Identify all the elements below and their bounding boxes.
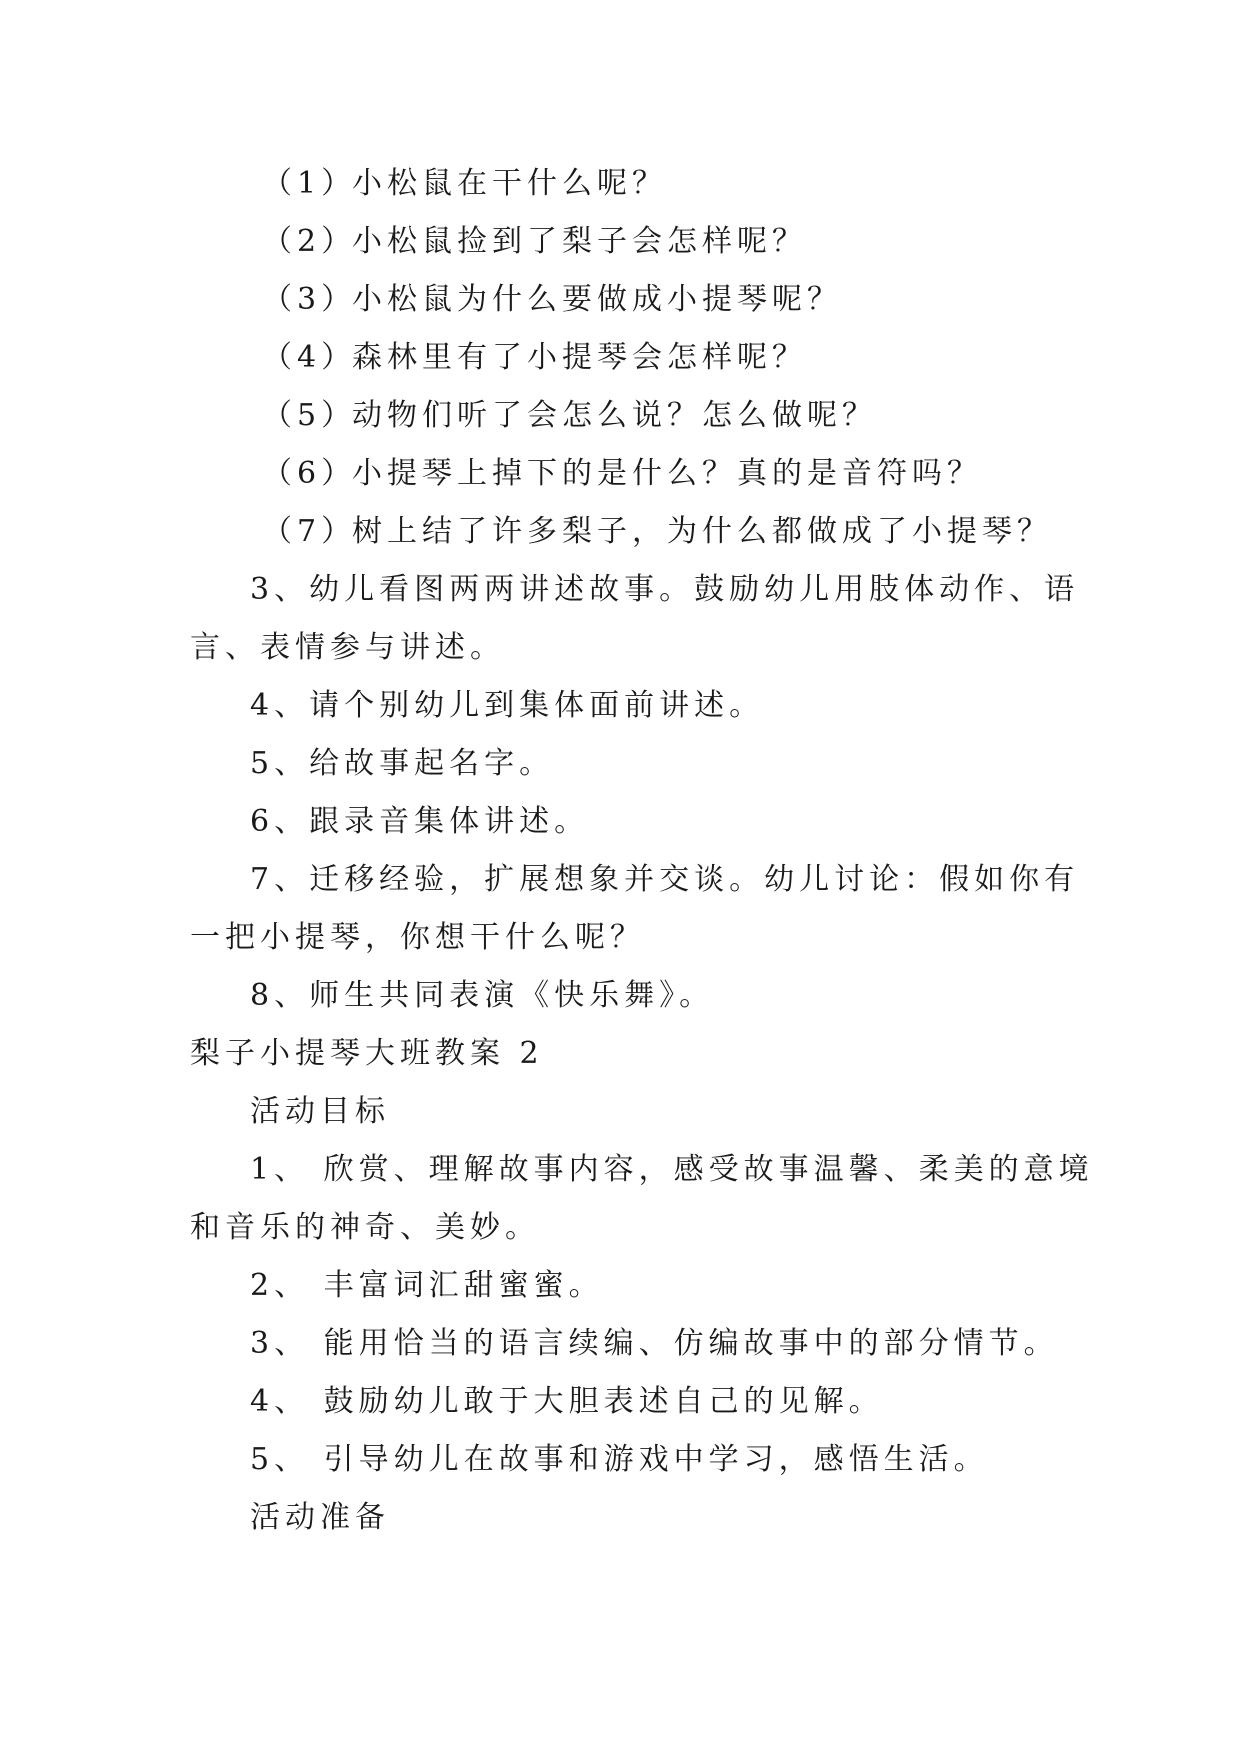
goal-3: 3、 能用恰当的语言续编、仿编故事中的部分情节。 <box>250 1326 1059 1361</box>
goal-1-line-1: 1、 欣赏、理解故事内容，感受故事温馨、柔美的意境 <box>250 1152 1094 1187</box>
question-text: 小提琴上掉下的是什么？真的是音符吗？ <box>352 456 982 491</box>
step-6: 6、跟录音集体讲述。 <box>250 804 590 839</box>
step-3-line-1: 3、幼儿看图两两讲述故事。鼓励幼儿用肢体动作、语 <box>250 572 1080 607</box>
question-5 <box>262 396 877 436</box>
goal-1-line-2: 和音乐的神奇、美妙。 <box>190 1210 540 1245</box>
step-4: 4、请个别幼儿到集体面前讲述。 <box>250 688 765 723</box>
step-8: 8、师生共同表演《快乐舞》。 <box>250 978 715 1013</box>
question-text: 小松鼠捡到了梨子会怎样呢？ <box>352 224 807 259</box>
question-number: （4） <box>262 340 357 375</box>
step-5: 5、给故事起名字。 <box>250 746 555 781</box>
question-number: （7） <box>262 514 357 549</box>
question-text: 树上结了许多梨子，为什么都做成了小提琴？ <box>352 514 1052 549</box>
question-number: （5） <box>262 398 357 433</box>
prep-heading: 活动准备 <box>250 1500 390 1535</box>
goal-2: 2、 丰富词汇甜蜜蜜。 <box>250 1268 604 1303</box>
section-title: 梨子小提琴大班教案 2 <box>190 1036 544 1071</box>
question-text: 小松鼠在干什么呢？ <box>352 166 667 201</box>
question-text: 森林里有了小提琴会怎样呢？ <box>352 340 807 375</box>
question-number: （2） <box>262 224 357 259</box>
goals-heading: 活动目标 <box>250 1094 390 1129</box>
question-6 <box>262 454 982 494</box>
question-number: （3） <box>262 282 357 317</box>
question-number: （6） <box>262 456 357 491</box>
question-text: 小松鼠为什么要做成小提琴呢？ <box>352 282 842 317</box>
question-number: （1） <box>262 166 357 201</box>
question-2 <box>262 222 807 262</box>
step-7-line-2: 一把小提琴，你想干什么呢？ <box>190 920 645 955</box>
question-7 <box>262 512 1052 552</box>
step-7-line-1: 7、迁移经验，扩展想象并交谈。幼儿讨论：假如你有 <box>250 862 1080 897</box>
step-3-line-2: 言、表情参与讲述。 <box>190 630 505 665</box>
question-1 <box>262 164 667 204</box>
goal-4: 4、 鼓励幼儿敢于大胆表述自己的见解。 <box>250 1384 884 1419</box>
question-4 <box>262 338 807 378</box>
question-text: 动物们听了会怎么说？怎么做呢？ <box>352 398 877 433</box>
question-3 <box>262 280 842 320</box>
goal-5: 5、 引导幼儿在故事和游戏中学习，感悟生活。 <box>250 1442 989 1477</box>
